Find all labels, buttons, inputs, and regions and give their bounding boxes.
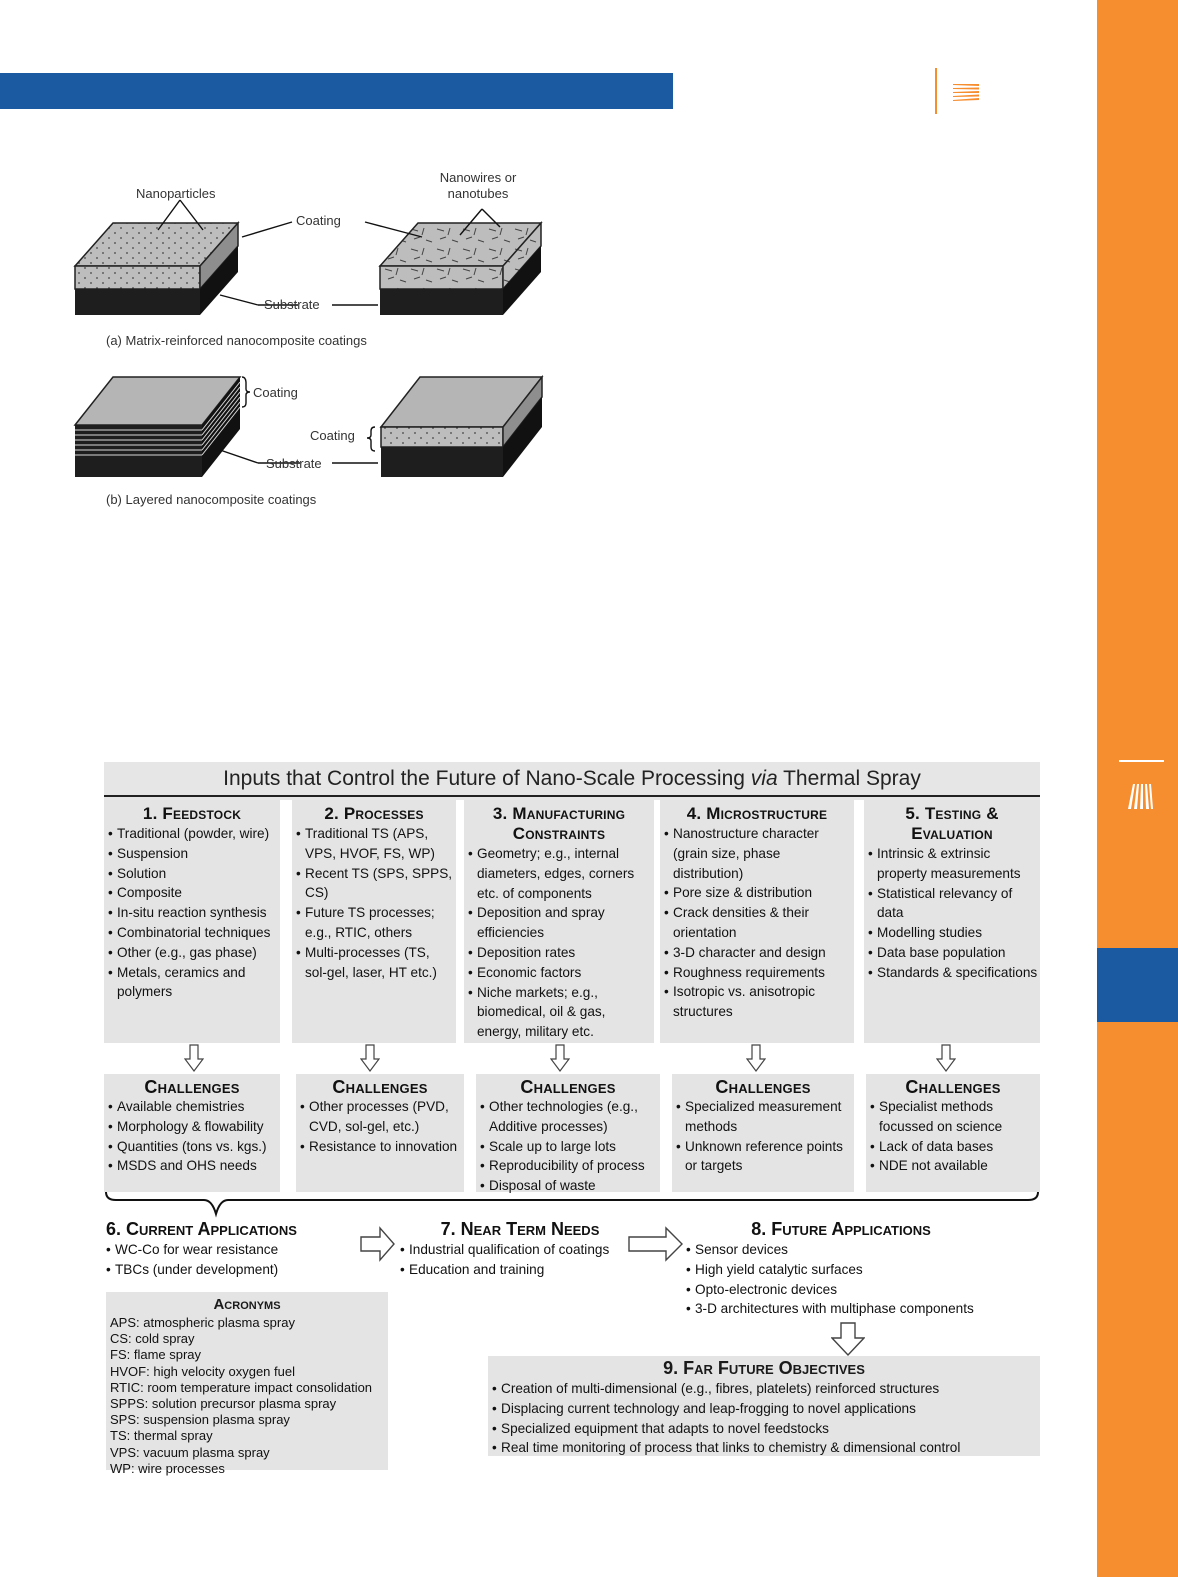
list-item: • 3-D architectures with multiphase components: [686, 1299, 994, 1319]
list-item: • Reproducibility of process: [480, 1156, 658, 1176]
list-item: • Modelling studies: [868, 923, 1038, 943]
list-item: • Sensor devices: [686, 1240, 994, 1260]
nanowire-block: [380, 223, 541, 315]
current-applications: [106, 1218, 356, 1280]
list-item: • Specialized equipment that adapts to novel feedstocks: [492, 1419, 1038, 1439]
list-item: • Creation of multi-dimensional (e.g., fibres, platelets) reinforced structures: [492, 1379, 1038, 1399]
panel-processes: [292, 800, 456, 1043]
item-list: [106, 1240, 356, 1280]
side-orange-band: [1097, 0, 1178, 1577]
panel-feedstock: [104, 800, 280, 1043]
list-item: • Specialist methods focussed on science: [870, 1097, 1038, 1137]
list-item: • Pore size & distribution: [664, 883, 852, 903]
challenges-manufacturing: [476, 1074, 660, 1192]
publication-logo-icon: [935, 68, 985, 121]
panel-microstructure: [660, 800, 854, 1043]
list-item: • High yield catalytic surfaces: [686, 1260, 994, 1280]
list-item: • WC-Co for wear resistance: [106, 1240, 354, 1260]
list-item: • 3-D character and design: [664, 943, 852, 963]
list-item: • Unknown reference points or targets: [676, 1137, 852, 1177]
challenges-heading: Challenges: [520, 1077, 616, 1097]
panel-heading: 1. Feedstock: [142, 804, 242, 823]
list-item: APS: atmospheric plasma spray: [110, 1315, 295, 1330]
challenges-feedstock: [104, 1074, 280, 1192]
list-item: • Disposal of waste: [480, 1176, 658, 1196]
item-list: [686, 1240, 996, 1319]
item-list: [464, 844, 654, 1042]
list-item: • Metals, ceramics and polymers: [108, 963, 278, 1003]
list-item: • Opto-electronic devices: [686, 1280, 994, 1300]
item-list: [672, 1097, 854, 1176]
list-item: • Scale up to large lots: [480, 1137, 658, 1157]
item-list: [104, 1097, 280, 1176]
panel-heading: 5. Testing & Evaluation: [905, 804, 999, 843]
list-item: • Deposition rates: [468, 943, 652, 963]
list-item: WP: wire processes: [110, 1460, 225, 1476]
item-list: [864, 844, 1040, 983]
list-item: • Standards & specifications: [868, 963, 1038, 983]
down-arrow-icon: [746, 1044, 766, 1072]
list-item: • Niche markets; e.g., biomedical, oil & gas, energy, military etc.: [468, 983, 652, 1042]
acronym-list: [106, 1313, 388, 1479]
item-list: [866, 1097, 1040, 1176]
near-term-heading: 7. Near Term Needs: [440, 1219, 600, 1239]
panel-heading: 2. Processes: [324, 804, 424, 823]
near-term-needs: [400, 1218, 640, 1280]
panel-heading: 3. Manufacturing Constraints: [492, 804, 626, 843]
item-list: [296, 1097, 464, 1156]
flow-title-suffix: Thermal Spray: [783, 767, 921, 790]
list-item: • Suspension: [108, 844, 278, 864]
item-list: [660, 824, 854, 1022]
down-arrow-large-icon: [831, 1322, 865, 1356]
list-item: • In-situ reaction synthesis: [108, 903, 278, 923]
curly-brace: [104, 1190, 1040, 1218]
list-item: • Traditional TS (APS, VPS, HVOF, FS, WP): [296, 824, 454, 864]
far-future-heading: 9. Far Future Objectives: [663, 1358, 865, 1378]
item-list: [104, 824, 280, 1002]
list-item: • Combinatorial techniques: [108, 923, 278, 943]
list-item: HVOF: high velocity oxygen fuel: [110, 1363, 295, 1379]
nanoparticle-block: [75, 223, 238, 315]
list-item: • Industrial qualification of coatings: [400, 1240, 638, 1260]
right-arrow-icon: [628, 1226, 684, 1262]
list-item: • Data base population: [868, 943, 1038, 963]
list-item: • Roughness requirements: [664, 963, 852, 983]
label-coating-a: Coating: [296, 213, 341, 228]
list-item: • Quantities (tons vs. kgs.): [108, 1137, 278, 1157]
label-coating-b1: Coating: [253, 385, 298, 400]
panel-heading: 4. Microstructure: [686, 804, 828, 823]
label-substrate-a: Substrate: [264, 297, 320, 312]
list-item: • NDE not available: [870, 1156, 1038, 1176]
list-item: • Economic factors: [468, 963, 652, 983]
future-applications-heading: 8. Future Applications: [751, 1219, 931, 1239]
list-item: • Solution: [108, 864, 278, 884]
list-item: SPS: suspension plasma spray: [110, 1412, 290, 1428]
item-list: [400, 1240, 640, 1280]
list-item: • Future TS processes; e.g., RTIC, others: [296, 903, 454, 943]
side-logo-icon: [1127, 782, 1153, 815]
acronyms-panel: [106, 1292, 388, 1476]
side-rule: [1119, 760, 1164, 762]
challenges-heading: Challenges: [715, 1077, 811, 1097]
panel-manufacturing-constraints: [464, 800, 654, 1043]
list-item: • Real time monitoring of process that links to chemistry & dimensional control: [492, 1438, 1038, 1458]
item-list: [292, 824, 456, 982]
layered-dotted-block: [381, 377, 542, 477]
label-nanoparticles: Nanoparticles: [136, 186, 216, 201]
acronyms-heading: Acronyms: [213, 1296, 281, 1313]
challenges-heading: Challenges: [144, 1077, 240, 1097]
far-future-panel: [488, 1356, 1040, 1456]
panel-testing-evaluation: [864, 800, 1040, 1043]
list-item: RTIC: room temperature impact consolidation: [110, 1379, 373, 1395]
list-item: • Statistical relevancy of data: [868, 884, 1038, 924]
list-item: • Geometry; e.g., internal diameters, edges, corners etc. of components: [468, 844, 652, 903]
list-item: • Morphology & flowability: [108, 1117, 278, 1137]
list-item: • Recent TS (SPS, SPPS, CS): [296, 864, 454, 904]
challenges-heading: Challenges: [905, 1077, 1001, 1097]
list-item: • Available chemistries: [108, 1097, 278, 1117]
list-item: • TBCs (under development): [106, 1260, 354, 1280]
list-item: • Isotropic vs. anisotropic structures: [664, 982, 852, 1022]
list-item: • Nanostructure character (grain size, phase distribution): [664, 824, 852, 883]
list-item: • Composite: [108, 883, 278, 903]
list-item: • Deposition and spray efficiencies: [468, 903, 652, 943]
down-arrow-icon: [360, 1044, 380, 1072]
caption-b: (b) Layered nanocomposite coatings: [106, 492, 317, 507]
list-item: • Education and training: [400, 1260, 638, 1280]
caption-a: (a) Matrix-reinforced nanocomposite coatings: [106, 333, 367, 348]
list-item: CS: cold spray: [110, 1331, 195, 1347]
future-applications: [686, 1218, 996, 1319]
list-item: • MSDS and OHS needs: [108, 1156, 278, 1176]
list-item: • Crack densities & their orientation: [664, 903, 852, 943]
challenges-microstructure: [672, 1074, 854, 1192]
header-blue-bar: [0, 73, 673, 109]
nanocomposite-figure: [70, 165, 570, 535]
item-list: [488, 1379, 1040, 1458]
layered-block: [75, 377, 240, 477]
down-arrow-icon: [184, 1044, 204, 1072]
list-item: • Intrinsic & extrinsic property measurements: [868, 844, 1038, 884]
right-arrow-icon: [360, 1226, 396, 1262]
challenges-processes: [296, 1074, 464, 1192]
list-item: • Resistance to innovation: [300, 1137, 462, 1157]
side-blue-block: [1097, 948, 1178, 1022]
list-item: • Other technologies (e.g., Additive processes): [480, 1097, 658, 1137]
flow-title-via: via: [750, 767, 778, 790]
list-item: TS: thermal spray: [110, 1428, 213, 1444]
challenges-heading: Challenges: [332, 1077, 428, 1097]
list-item: • Specialized measurement methods: [676, 1097, 852, 1137]
flow-title-rule: [104, 795, 1040, 797]
current-applications-heading: 6. Current Applications: [106, 1219, 297, 1239]
list-item: VPS: vacuum plasma spray: [110, 1444, 270, 1460]
down-arrow-icon: [550, 1044, 570, 1072]
list-item: • Traditional (powder, wire): [108, 824, 278, 844]
list-item: • Other processes (PVD, CVD, sol-gel, etc.): [300, 1097, 462, 1137]
list-item: • Multi-processes (TS, sol-gel, laser, HT etc.): [296, 943, 454, 983]
list-item: SPPS: solution precursor plasma spray: [110, 1396, 337, 1412]
item-list: [476, 1097, 660, 1196]
label-nanowires: Nanowires or nanotubes: [439, 170, 517, 201]
label-coating-b2: Coating: [310, 428, 355, 443]
thermal-spray-flow-diagram: [104, 762, 1040, 1482]
list-item: • Lack of data bases: [870, 1137, 1038, 1157]
list-item: • Displacing current technology and leap-frogging to novel applications: [492, 1399, 1038, 1419]
flow-title-prefix: Inputs that Control the Future of Nano-Scale Processing: [223, 767, 745, 790]
down-arrow-icon: [936, 1044, 956, 1072]
list-item: • Other (e.g., gas phase): [108, 943, 278, 963]
label-substrate-b: Substrate: [266, 456, 322, 471]
challenges-testing: [866, 1074, 1040, 1192]
list-item: FS: flame spray: [110, 1347, 202, 1363]
